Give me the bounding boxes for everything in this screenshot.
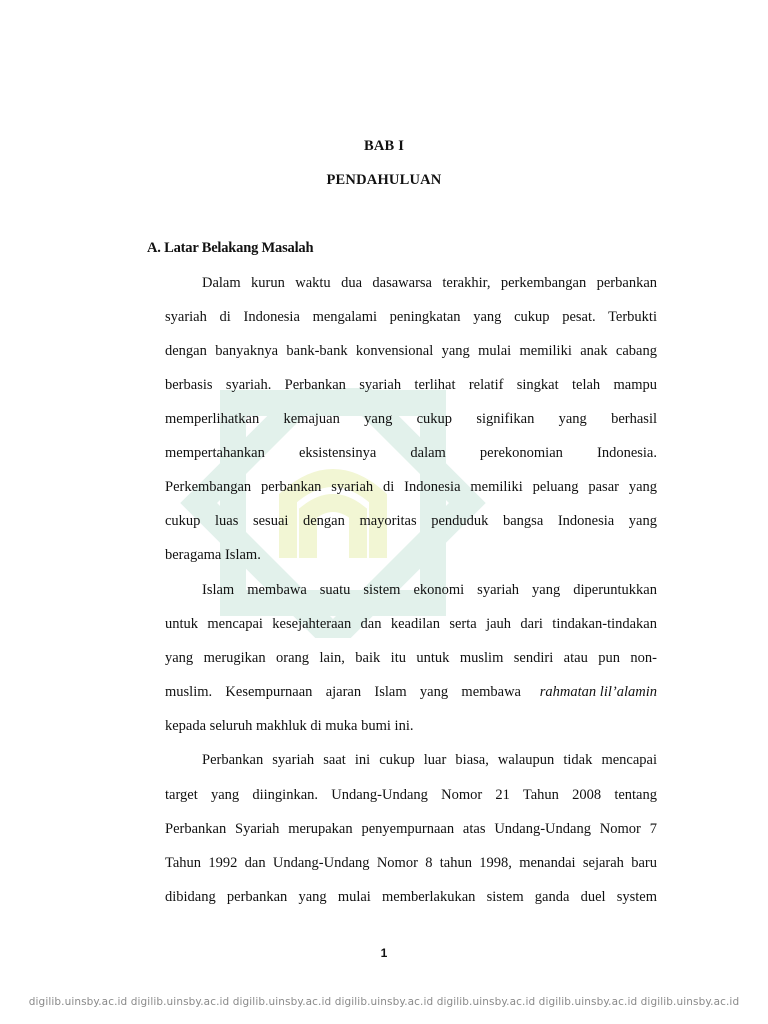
paragraph-line: target yang diinginkan. Undang-Undang Nomor 21 Tahun 2008 tentang (165, 787, 657, 803)
paragraph-line: dibidang perbankan yang mulai memberlakukan sistem ganda duel system (165, 889, 657, 905)
paragraph-line: beragama Islam. (165, 547, 261, 563)
chapter-heading: BAB I (363, 138, 405, 154)
paragraph-line: Perkembangan perbankan syariah di Indonesia memiliki peluang pasar yang (165, 479, 657, 495)
paragraph-line: Tahun 1992 dan Undang-Undang Nomor 8 tahun 1998, menandai sejarah baru (165, 855, 657, 871)
paragraph-line: kepada seluruh makhluk di muka bumi ini. (165, 718, 414, 734)
paragraph-line: untuk mencapai kesejahteraan dan keadilan serta jauh dari tindakan-tindakan (165, 616, 657, 632)
footer-watermark-text: digilib.uinsby.ac.id digilib.uinsby.ac.id digilib.uinsby.ac.id digilib.uinsby.ac.id digilib.uinsby.ac.id digilib.uinsby.ac.id digilib.uinsby.ac.id (28, 996, 740, 1008)
paragraph-line: Perbankan syariah saat ini cukup luar biasa, walaupun tidak mencapai (202, 752, 657, 768)
paragraph-line: dengan banyaknya bank-bank konvensional yang mulai memiliki anak cabang (165, 343, 657, 359)
paragraph-line: yang merugikan orang lain, baik itu untuk muslim sendiri atau pun non- (165, 650, 657, 666)
italic-phrase: rahmatan lil’alamin (539, 684, 657, 700)
paragraph-line: syariah di Indonesia mengalami peningkatan yang cukup pesat. Terbukti (165, 309, 657, 325)
paragraph-line: memperlihatkan kemajuan yang cukup signifikan yang berhasil (165, 411, 657, 427)
paragraph-line: Perbankan Syariah merupakan penyempurnaan atas Undang-Undang Nomor 7 (165, 821, 657, 837)
paragraph-line: cukup luas sesuai dengan mayoritas penduduk bangsa Indonesia yang (165, 513, 657, 529)
paragraph-line-with-italic (165, 682, 657, 702)
paragraph-line: berbasis syariah. Perbankan syariah terlihat relatif singkat telah mampu (165, 377, 657, 393)
page-number: 1 (380, 946, 388, 960)
chapter-title: PENDAHULUAN (326, 172, 442, 188)
paragraph-line: Dalam kurun waktu dua dasawarsa terakhir, perkembangan perbankan (202, 275, 657, 291)
section-title: A. Latar Belakang Masalah (147, 240, 314, 256)
paragraph-text: muslim. Kesempurnaan ajaran Islam yang membawa (165, 684, 521, 700)
paragraph-line: Islam membawa suatu sistem ekonomi syariah yang diperuntukkan (202, 582, 657, 598)
paragraph-line: mempertahankan eksistensinya dalam perekonomian Indonesia. (165, 445, 657, 461)
